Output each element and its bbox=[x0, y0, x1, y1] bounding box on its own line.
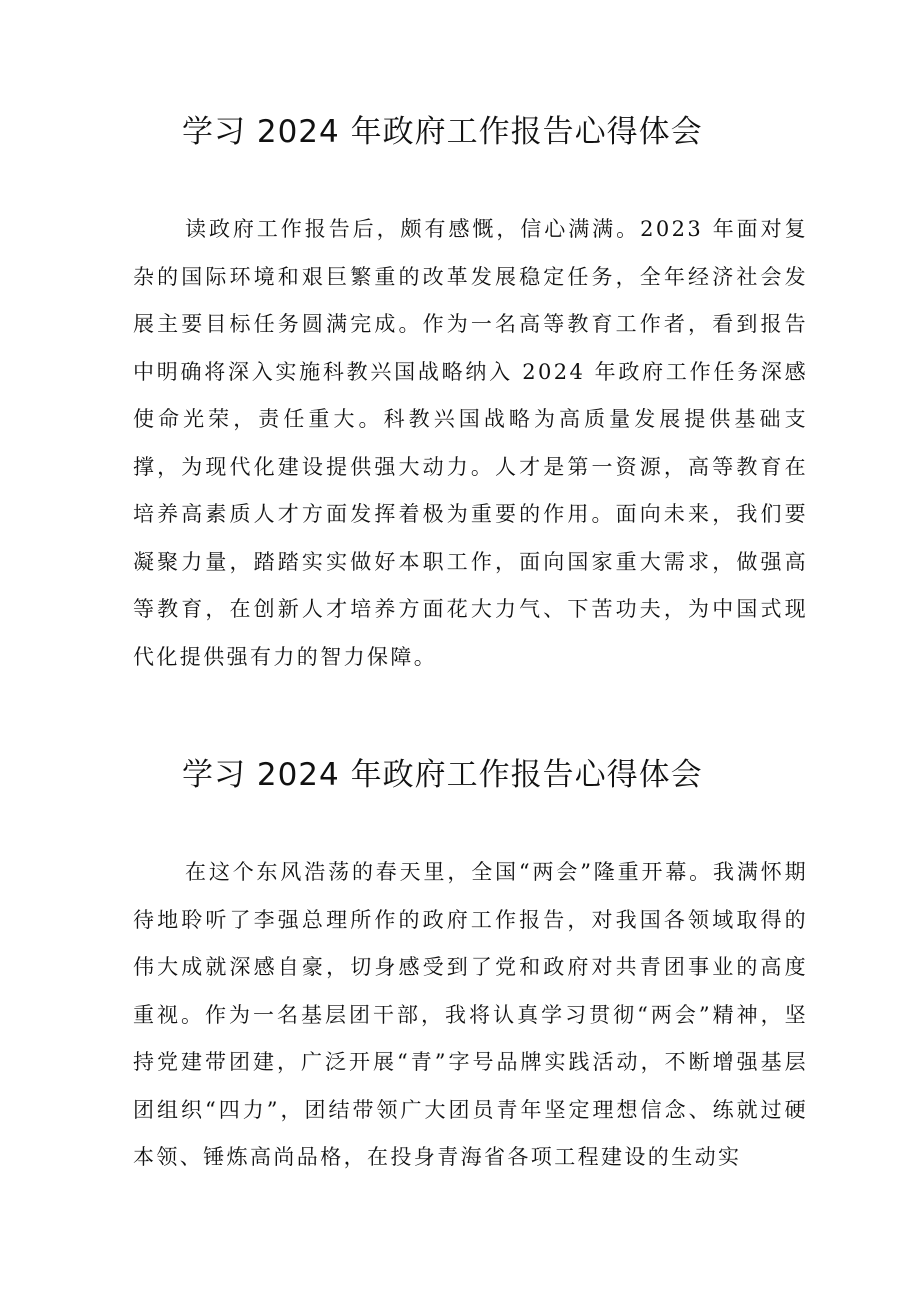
section-1-body: 读政府工作报告后，颇有感慨，信心满满。2023 年面对复杂的国际环境和艰巨繁重的改革发展稳定任务，全年经济社会发展主要目标任务圆满完成。作为一名高等教育工作者，看到报告中明确将深入实施科教兴国战略纳入 2024 年政府工作任务深感使命光荣，责任重大。科教兴国战略为高质量发展提供基础支撑，为现代化建设提供强大动力。人才是第一资源，高等教育在培养高素质人才方面发挥着极为重要的作用。面向未来，我们要凝聚力量，踏踏实实做好本职工作，面向国家重大需求，做强高等教育，在创新人才培养方面花大力气、下苦功夫，为中国式现代化提供强有力的智力保障。 bbox=[133, 217, 808, 669]
section-2-body: 在这个东风浩荡的春天里，全国“两会”隆重开幕。我满怀期待地聆听了李强总理所作的政府工作报告，对我国各领域取得的伟大成就深感自豪，切身感受到了党和政府对共青团事业的高度重视。作为一名基层团干部，我将认真学习贯彻“两会”精神，坚持党建带团建，广泛开展“青”字号品牌实践活动，不断增强基层团组织“四力”，团结带领广大团员青年坚定理想信念、练就过硬本领、锤炼高尚品格，在投身青海省各项工程建设的生动实 bbox=[133, 860, 808, 1169]
section-1-title: 学习 2024 年政府工作报告心得体会 bbox=[182, 114, 703, 150]
section-2-title: 学习 2024 年政府工作报告心得体会 bbox=[182, 757, 703, 793]
